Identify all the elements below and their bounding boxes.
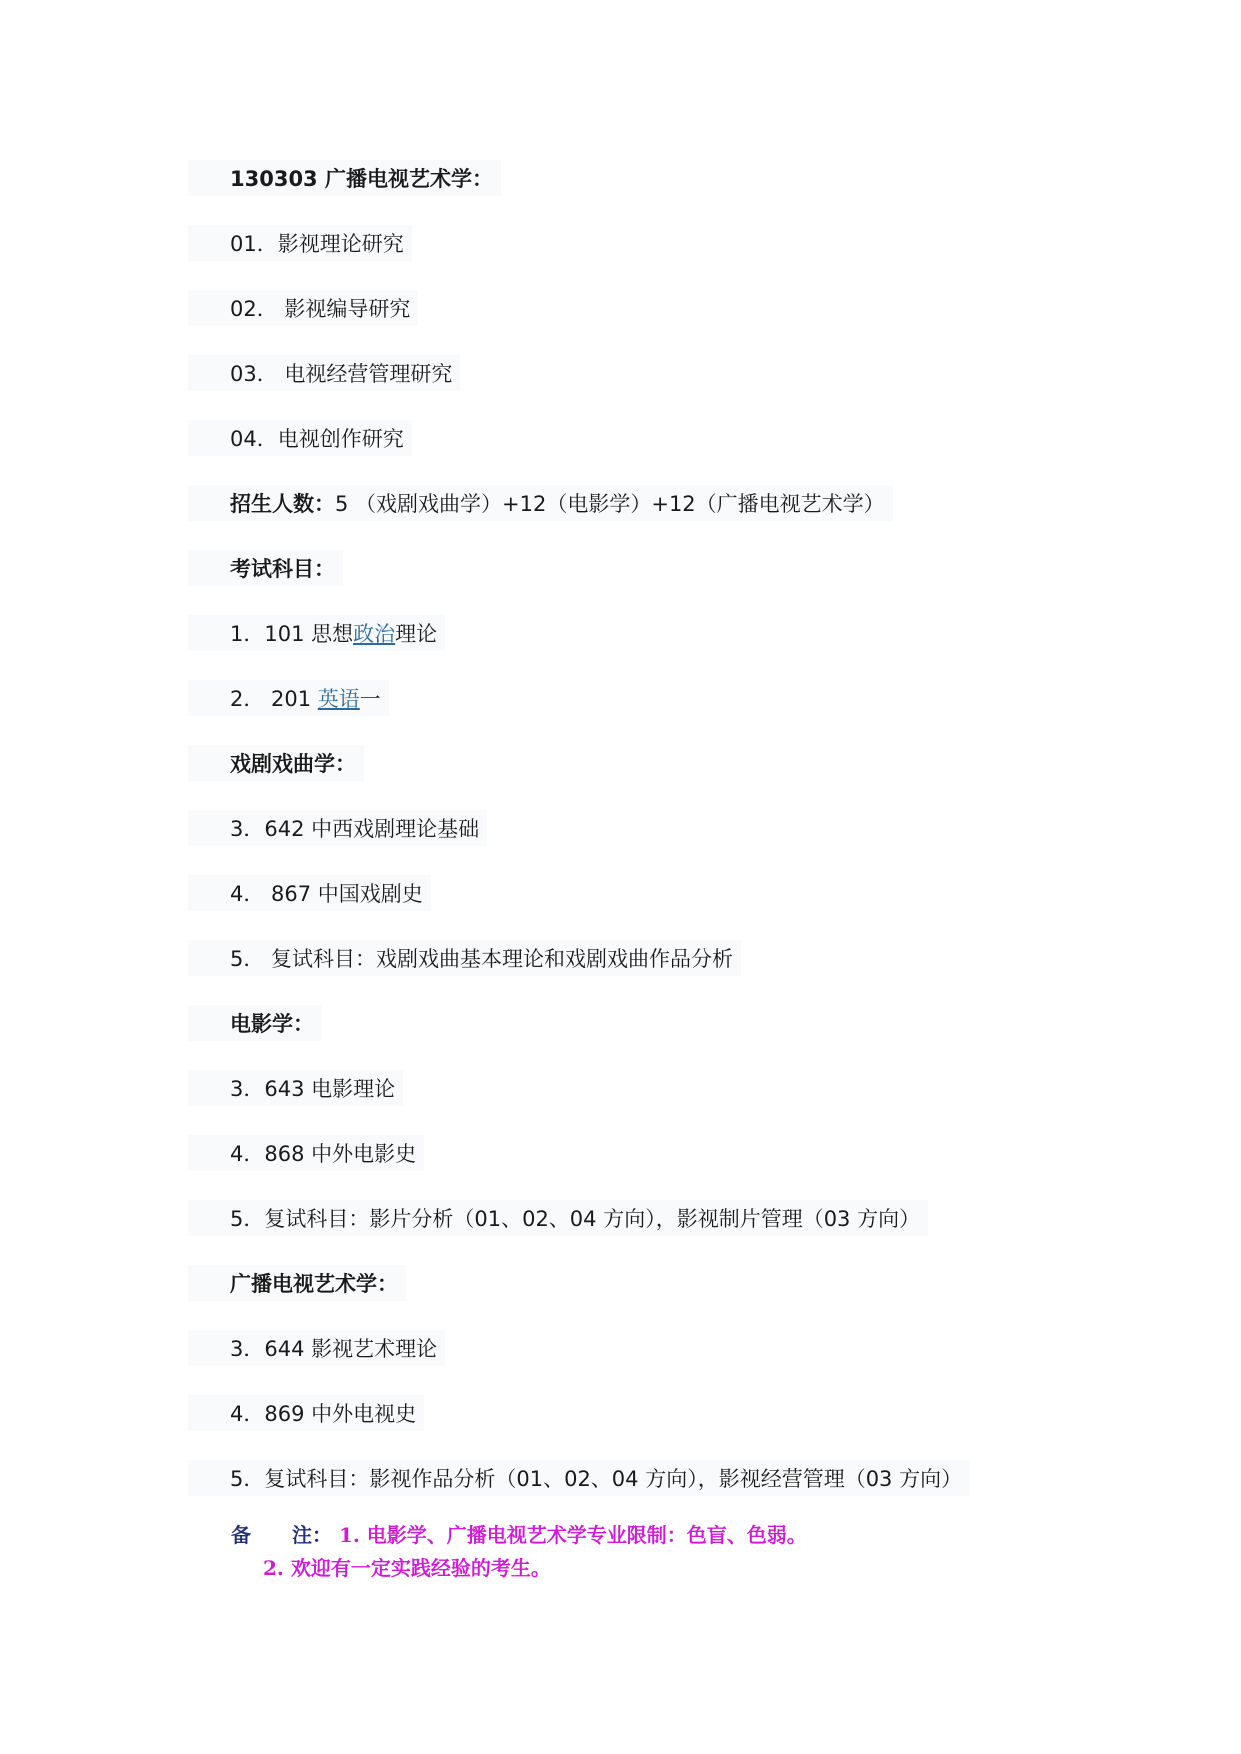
- direction-item: [188, 420, 412, 456]
- remarks-label: 备 注：: [231, 1523, 332, 1547]
- broadcast-heading: [188, 1265, 406, 1301]
- direction-item: [188, 290, 418, 326]
- exam-subject-prefix: 1．101 思想: [230, 622, 354, 646]
- drama-item-text: 3．642 中西戏剧理论基础: [230, 817, 480, 841]
- film-heading-text: 电影学：: [230, 1012, 314, 1036]
- film-item-text: 5．复试科目：影片分析（01、02、04 方向），影视制片管理（03 方向）: [230, 1207, 921, 1231]
- film-item-text: 4．868 中外电影史: [230, 1142, 417, 1166]
- film-item: [188, 1070, 403, 1106]
- broadcast-heading-text: 广播电视艺术学：: [230, 1272, 398, 1296]
- broadcast-item-text: 5．复试科目：影视作品分析（01、02、04 方向），影视经营管理（03 方向）: [230, 1467, 963, 1491]
- enrollment-line: [188, 485, 893, 521]
- drama-heading: [188, 745, 364, 781]
- drama-item-text: 5． 复试科目：戏剧戏曲基本理论和戏剧戏曲作品分析: [230, 947, 734, 971]
- broadcast-item: [188, 1330, 445, 1366]
- exam-heading: [188, 550, 343, 586]
- exam-subject-suffix: 一: [359, 687, 381, 711]
- program-heading: [188, 160, 501, 196]
- direction-text: 03． 电视经营管理研究: [230, 362, 453, 386]
- broadcast-item-text: 4．869 中外电视史: [230, 1402, 417, 1426]
- enrollment-value: 5 （戏剧戏曲学）+12（电影学）+12（广播电视艺术学）: [335, 492, 885, 516]
- direction-text: 01．影视理论研究: [230, 232, 404, 256]
- broadcast-item: [188, 1460, 970, 1496]
- direction-text: 04．电视创作研究: [230, 427, 404, 451]
- drama-item: [188, 810, 487, 846]
- direction-item: [188, 355, 460, 391]
- broadcast-item-text: 3．644 影视艺术理论: [230, 1337, 438, 1361]
- drama-heading-text: 戏剧戏曲学：: [230, 752, 356, 776]
- remarks-note: 2. 欢迎有一定实践经验的考生。: [263, 1556, 551, 1580]
- drama-item: [188, 940, 741, 976]
- exam-heading-text: 考试科目：: [230, 557, 335, 581]
- direction-text: 02． 影视编导研究: [230, 297, 411, 321]
- drama-item-text: 4． 867 中国戏剧史: [230, 882, 423, 906]
- direction-item: [188, 225, 412, 261]
- film-item: [188, 1135, 424, 1171]
- remarks-note: 1. 电影学、广播电视艺术学专业限制：色盲、色弱。: [338, 1523, 807, 1547]
- drama-item: [188, 875, 431, 911]
- program-heading-text: 130303 广播电视艺术学：: [230, 167, 493, 191]
- film-item: [188, 1200, 928, 1236]
- remarks-line: [231, 1519, 807, 1548]
- english-link[interactable]: 英语: [317, 687, 360, 711]
- exam-subject-suffix: 理论: [395, 622, 438, 646]
- exam-subject: [188, 680, 389, 716]
- film-heading: [188, 1005, 322, 1041]
- politics-link[interactable]: 政治: [353, 622, 396, 646]
- remarks-line: [263, 1552, 551, 1581]
- exam-subject: [188, 615, 445, 651]
- broadcast-item: [188, 1395, 424, 1431]
- film-item-text: 3．643 电影理论: [230, 1077, 396, 1101]
- enrollment-label: 招生人数：: [230, 492, 335, 516]
- exam-subject-prefix: 2． 201: [230, 687, 318, 711]
